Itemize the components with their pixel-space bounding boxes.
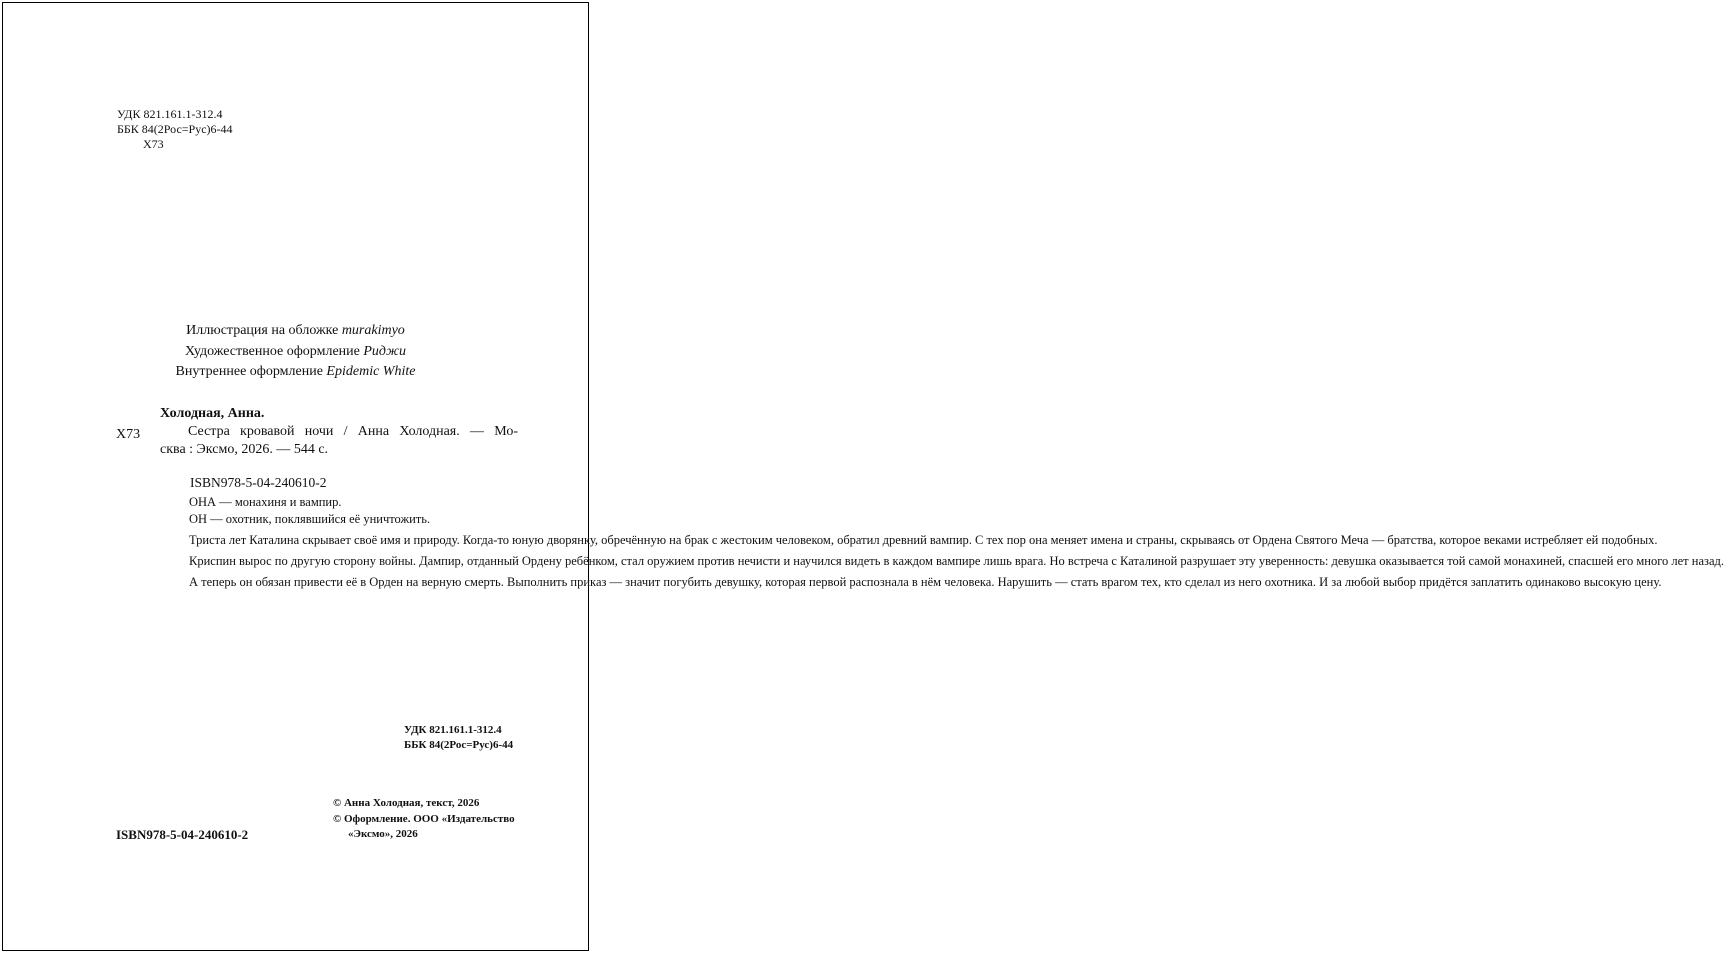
cover-credit: Иллюстрация на обложке murakimyo: [186, 323, 405, 338]
copyright-design-cont: «Эксмо», 2026: [348, 828, 418, 840]
annotation-paragraph: ОНА — монахиня и вампир.: [189, 495, 342, 509]
author-sign: Х73: [143, 137, 164, 151]
udk-code: УДК 821.161.1-312.4: [404, 724, 502, 736]
inner-design-credit: Внутреннее оформление Epidemic White: [175, 364, 416, 379]
annotation-paragraph: А теперь он обязан привести её в Орден на верную смерть. Выполнить приказ — значит погубить девушку, которая первой распознала в нём человека. Нарушить — стать врагом тех, кто сделал из него охотника. И за любой выбор придётся заплатить одинаково высокую цену.: [189, 575, 1662, 589]
copyright-design: © Оформление. ООО «Издательство: [333, 812, 515, 825]
bbk-code: ББК 84(2Рос=Рус)6-44: [404, 739, 514, 751]
annotation-paragraph: Криспин вырос по другую сторону войны. Дампир, отданный Ордену ребёнком, стал оружием против нечисти и научился видеть в каждом вампире лишь врага. Но встреча с Каталиной разрушает эту уверенность: девушка оказывается той самой монахиней, спасшей его много лет назад.: [189, 554, 1724, 568]
annotation-paragraph: ОН — охотник, поклявшийся её уничтожить.: [189, 512, 431, 526]
annotation-paragraph: Триста лет Каталина скрывает своё имя и природу. Когда-то юную дворянку, обречённую на брак с жестоким человеком, обратил древний вампир. С тех пор она меняет имена и страны, скрываясь от Ордена Святого Меча — братства, которое веками истребляет ей подобных.: [189, 533, 1658, 547]
bibliographic-record: [160, 405, 1724, 589]
isbn-bottom: ISBN978-5-04-240610-2: [116, 827, 249, 842]
author-name: Холодная, Анна.: [160, 406, 265, 421]
title-line-1: Сестра кровавой ночи / Анна Холодная. — Мо-: [188, 424, 518, 439]
illustration-credits: [3, 321, 588, 383]
bbk-code: ББК 84(2Рос=Рус)6-44: [117, 122, 233, 136]
copyright-text: © Анна Холодная, текст, 2026: [333, 797, 480, 809]
design-credit: Художественное оформление Риджи: [184, 343, 407, 359]
author-sign-left: Х73: [116, 427, 141, 442]
udk-code: УДК 821.161.1-312.4: [117, 107, 223, 121]
copyright-page: [2, 2, 1724, 951]
classification-codes-bottom: [404, 723, 513, 753]
copyright-notice: [333, 796, 515, 843]
annotation: [177, 494, 1724, 591]
isbn: ISBN978-5-04-240610-2: [190, 475, 327, 490]
title-line-2: сква : Эксмо, 2026. — 544 с.: [160, 442, 329, 457]
classification-codes-top: [117, 107, 233, 152]
